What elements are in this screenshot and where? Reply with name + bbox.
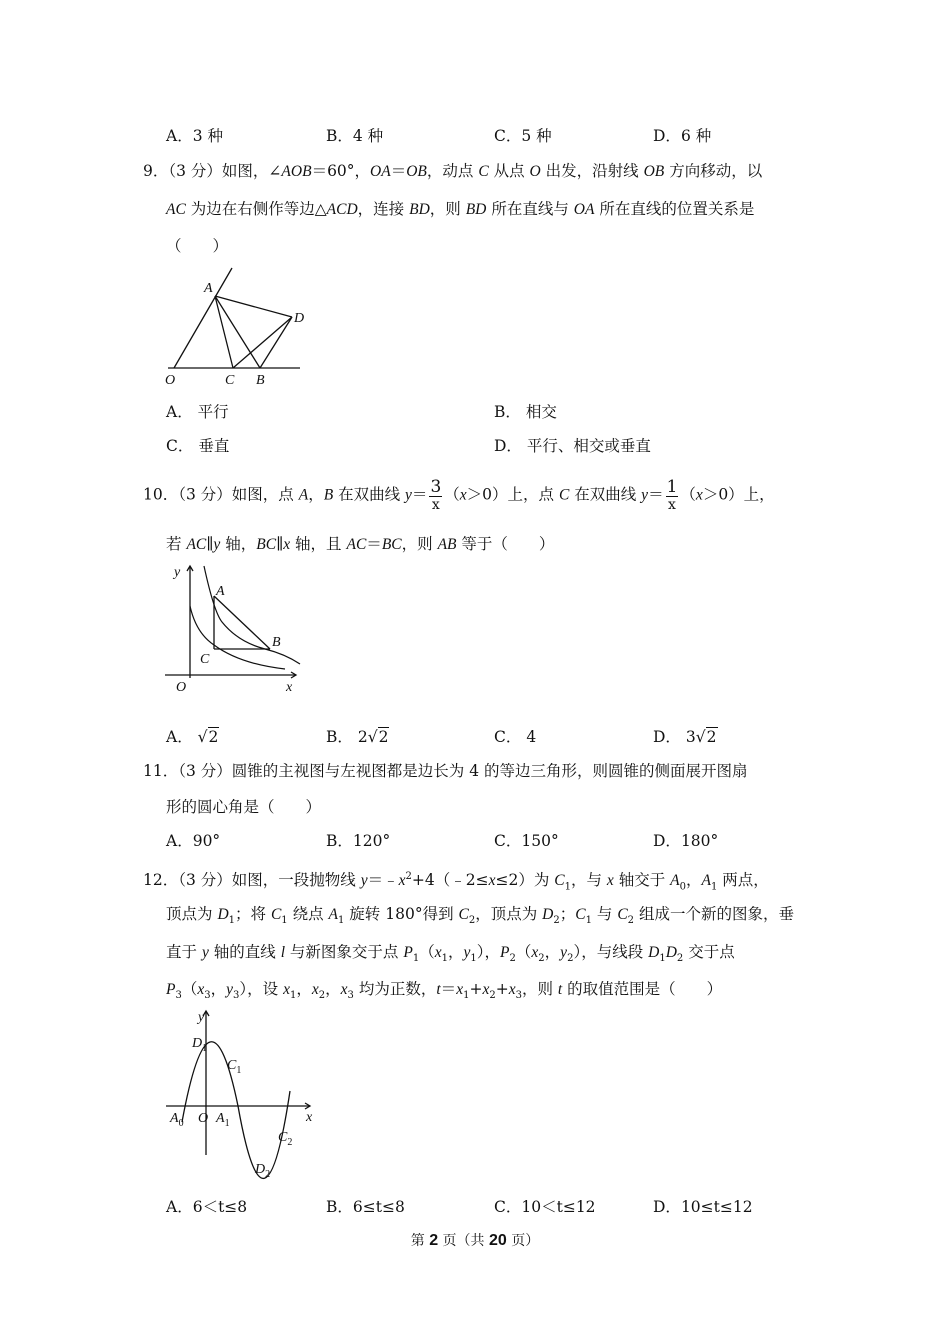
- sqrt-symbol: √2: [197, 728, 219, 746]
- q11-option-c: C．150°: [494, 832, 559, 850]
- q12-stem-line2: 顶点为 $D_1$；将 $C_1$ 绕点 $A_1$ 旋转 180°得到 $C_2$，顶点为 $D_2$；$C_1$ 与 $C_2$ 组成一个新的图象，垂: [166, 905, 794, 927]
- q10-figure: [160, 560, 310, 700]
- q8-option-b: B．4 种: [326, 127, 384, 145]
- q11-stem-line2: 形的圆心角是（ ）: [166, 798, 322, 816]
- q10-option-c: C． 4: [494, 728, 537, 746]
- q9-option-d: D． 平行、相交或垂直: [494, 437, 651, 455]
- q12-label-x: x: [306, 1110, 313, 1125]
- q8-option-c: C．5 种: [494, 127, 552, 145]
- q10-stem-line1: 10．（3 分）如图，点 A，B 在双曲线 y＝ $\frac{3}{x}$ （x＞0）上，点 C 在双曲线 y＝ $\frac{1}{x}$ （x＞0）上，: [143, 477, 775, 513]
- q8-option-a: A．3 种: [166, 127, 223, 145]
- q12-label-c1: $C_1$: [227, 1058, 242, 1076]
- q10-option-a: A． √2: [166, 728, 219, 746]
- q9-option-a: A． 平行: [166, 403, 229, 421]
- q12-option-c: C．10＜t≤12: [494, 1198, 596, 1216]
- q9-label-o: O: [165, 373, 176, 388]
- q12-label-a1: $A_1$: [216, 1111, 230, 1129]
- q10-label-c: C: [200, 652, 210, 667]
- q10-option-b: B． 2√2: [326, 728, 389, 746]
- q12-figure: [160, 1005, 325, 1185]
- q11-option-d: D．180°: [653, 832, 719, 850]
- q12-stem-line1: 12．（3 分）如图，一段抛物线 $y=﹣x^2+4(﹣2\le x\le 2)$为 $C_1$，与 x 轴交于 $A_0$，$A_1$ 两点，: [143, 871, 769, 893]
- q10-option-d: D． 3√2: [653, 728, 717, 746]
- q12-option-d: D．10≤t≤12: [653, 1198, 753, 1216]
- q10-fraction-3-over-x: $\frac{3}{x}$: [430, 477, 442, 513]
- sqrt-symbol: √2: [367, 728, 389, 746]
- q11-option-b: B．120°: [326, 832, 391, 850]
- q9-label-b: B: [256, 373, 265, 388]
- q11-option-a: A．90°: [166, 832, 221, 850]
- q9-stem-line1: 9．（3 分）如图，∠AOB＝60°，OA＝OB，动点 C 从点 O 出发，沿射线 OB 方向移动，以: [143, 162, 763, 180]
- q12-stem-line4: $P_3(x_3$，$y_3$），设 $x_1$，$x_2$，$x_3$ 均为正数，$t=x_1+x_2+x_3$，则 t 的取值范围是（ ）: [166, 980, 723, 1002]
- q10-fraction-1-over-x: $\frac{1}{x}$: [666, 477, 678, 513]
- q12-option-b: B．6≤t≤8: [326, 1198, 405, 1216]
- q9-figure: [160, 262, 310, 390]
- q9-label-c: C: [225, 373, 235, 388]
- q9-option-b: B． 相交: [494, 403, 557, 421]
- q12-label-d1: $D_1$: [192, 1036, 208, 1054]
- q10-label-b: B: [272, 635, 281, 650]
- q12-label-c2: $C_2$: [278, 1130, 293, 1148]
- page-footer: 第 2 页（共 20 页）: [410, 1232, 540, 1249]
- page-number: 2: [429, 1232, 439, 1249]
- q9-label-d: D: [294, 311, 305, 326]
- q10-label-y: y: [174, 565, 181, 580]
- q9-option-c: C． 垂直: [166, 437, 230, 455]
- q12-stem-line3: 直于 y 轴的直线 l 与新图象交于点 $P_1(x_1$，$y_1$），$P_2(x_2$，$y_2$），与线段 $D_1D_2$ 交于点: [166, 943, 735, 965]
- q10-label-x: x: [286, 680, 293, 695]
- q9-stem-line2: AC 为边在右侧作等边△ACD，连接 BD，则 BD 所在直线与 OA 所在直线的位置关系是: [166, 200, 755, 218]
- q9-answer-bracket: （ ）: [166, 237, 229, 255]
- q12-option-a: A．6＜t≤8: [166, 1198, 248, 1216]
- q8-option-d: D．6 种: [653, 127, 712, 145]
- q12-label-o: O: [198, 1111, 209, 1126]
- page-total: 20: [489, 1232, 507, 1249]
- q12-label-a0: $A_0$: [170, 1111, 184, 1129]
- q12-label-d2: $D_2$: [255, 1162, 271, 1180]
- q12-label-y: y: [198, 1010, 205, 1025]
- sqrt-symbol: √2: [695, 728, 717, 746]
- q11-stem-line1: 11．（3 分）圆锥的主视图与左视图都是边长为 4 的等边三角形，则圆锥的侧面展开图扇: [143, 762, 748, 780]
- q10-stem-line2: 若 AC∥y 轴，BC∥x 轴，且 AC＝BC，则 AB 等于（ ）: [166, 535, 555, 553]
- q10-label-a: A: [216, 584, 225, 599]
- q9-label-a: A: [204, 281, 213, 296]
- q10-label-o: O: [176, 680, 187, 695]
